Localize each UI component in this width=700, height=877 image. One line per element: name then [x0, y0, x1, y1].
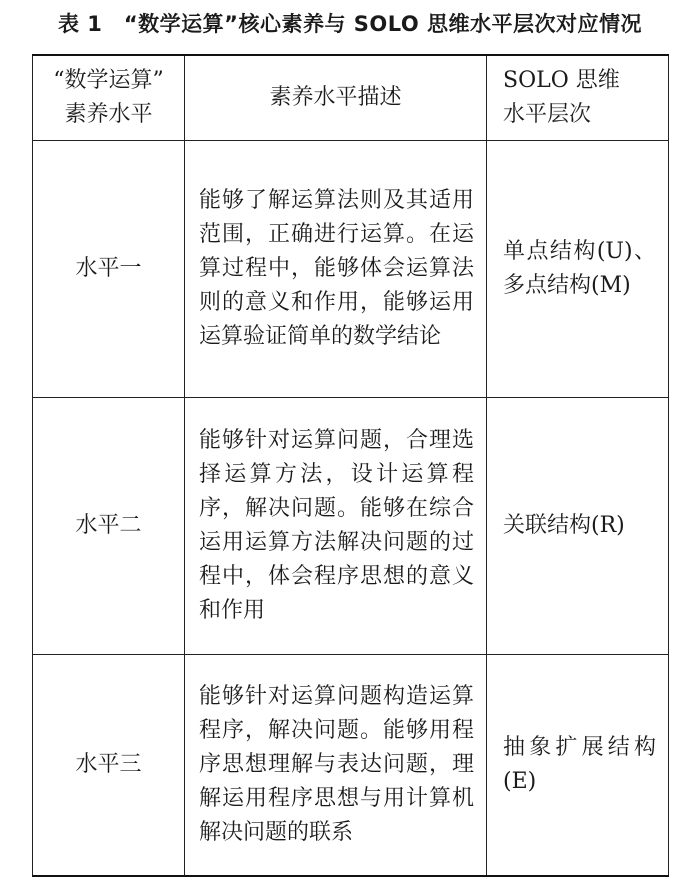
solo-cell: 抽象扩展结构(E)	[487, 655, 669, 877]
description-cell: 能够了解运算法则及其适用范围，正确进行运算。在运算过程中，能够体会运算法则的意义和作用，能够运用运算验证简单的数学结论	[185, 141, 487, 398]
level-cell: 水平一	[33, 141, 185, 398]
table-row	[33, 398, 669, 655]
table-row	[33, 655, 669, 877]
table-caption: 表 1 “数学运算”核心素养与 SOLO 思维水平层次对应情况	[57, 12, 643, 36]
header-solo-level	[487, 55, 669, 141]
solo-cell: 单点结构(U)、多点结构(M)	[487, 141, 669, 398]
header-literacy-level-line1: “数学运算”	[53, 68, 164, 93]
level-cell: 水平三	[33, 655, 185, 877]
solo-cell: 关联结构(R)	[487, 398, 669, 655]
header-solo-level-line2: 水平层次	[503, 102, 592, 127]
table-header-row	[33, 55, 669, 141]
header-solo-level-line1: SOLO 思维	[503, 68, 620, 93]
header-literacy-level-line2: 素养水平	[64, 102, 153, 127]
solo-level-table	[32, 54, 669, 877]
description-cell: 能够针对运算问题，合理选择运算方法，设计运算程序，解决问题。能够在综合运用运算方法解决问题的过程中，体会程序思想的意义和作用	[185, 398, 487, 655]
level-cell: 水平二	[33, 398, 185, 655]
header-literacy-level	[33, 55, 185, 141]
header-description: 素养水平描述	[185, 55, 487, 141]
table-row	[33, 141, 669, 398]
description-cell: 能够针对运算问题构造运算程序，解决问题。能够用程序思想理解与表达问题，理解运用程序思想与用计算机解决问题的联系	[185, 655, 487, 877]
